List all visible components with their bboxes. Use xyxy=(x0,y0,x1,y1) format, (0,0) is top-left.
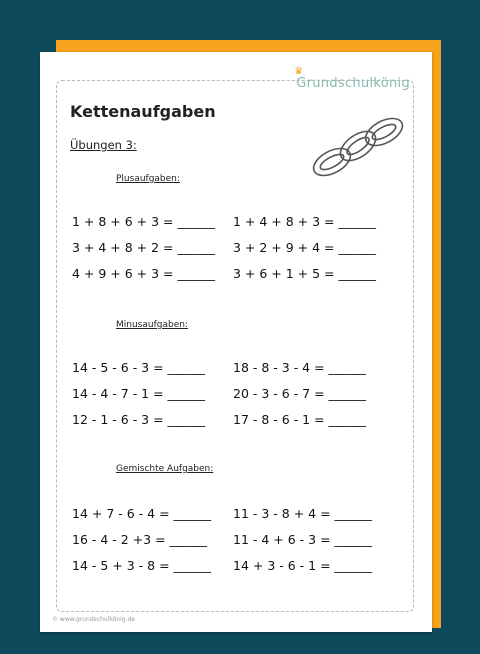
crown-icon: ♛ xyxy=(294,66,304,77)
section-label-plus: Plusaufgaben: xyxy=(116,174,180,184)
footer-copyright: © www.grundschulkönig.de xyxy=(52,616,135,623)
brand-text: Grundschulkönig xyxy=(296,76,410,91)
exercise-item: 20 - 3 - 6 - 7 = ______ xyxy=(233,386,367,401)
exercise-item: 12 - 1 - 6 - 3 = ______ xyxy=(72,412,206,427)
exercise-item: 3 + 4 + 8 + 2 = ______ xyxy=(72,240,215,255)
exercise-item: 14 + 3 - 6 - 1 = ______ xyxy=(233,558,373,573)
exercise-item: 3 + 6 + 1 + 5 = ______ xyxy=(233,266,376,281)
chain-icon xyxy=(308,114,408,184)
exercise-item: 3 + 2 + 9 + 4 = ______ xyxy=(233,240,376,255)
exercise-item: 14 - 4 - 7 - 1 = ______ xyxy=(72,386,206,401)
exercise-item: 18 - 8 - 3 - 4 = ______ xyxy=(233,360,367,375)
exercise-item: 1 + 4 + 8 + 3 = ______ xyxy=(233,214,376,229)
exercise-item: 16 - 4 - 2 +3 = ______ xyxy=(72,532,208,547)
exercise-item: 14 - 5 + 3 - 8 = ______ xyxy=(72,558,212,573)
section-label-minus: Minusaufgaben: xyxy=(116,320,188,330)
exercise-item: 4 + 9 + 6 + 3 = ______ xyxy=(72,266,215,281)
page-title: Kettenaufgaben xyxy=(70,102,216,121)
exercise-item: 11 - 3 - 8 + 4 = ______ xyxy=(233,506,373,521)
section-label-mixed: Gemischte Aufgaben: xyxy=(116,464,214,474)
brand-logo xyxy=(294,66,410,91)
exercise-item: 1 + 8 + 6 + 3 = ______ xyxy=(72,214,215,229)
worksheet xyxy=(40,52,432,632)
exercise-subtitle: Übungen 3: xyxy=(70,138,137,152)
exercise-item: 11 - 4 + 6 - 3 = ______ xyxy=(233,532,373,547)
exercise-item: 14 + 7 - 6 - 4 = ______ xyxy=(72,506,212,521)
exercise-item: 17 - 8 - 6 - 1 = ______ xyxy=(233,412,367,427)
exercise-item: 14 - 5 - 6 - 3 = ______ xyxy=(72,360,206,375)
